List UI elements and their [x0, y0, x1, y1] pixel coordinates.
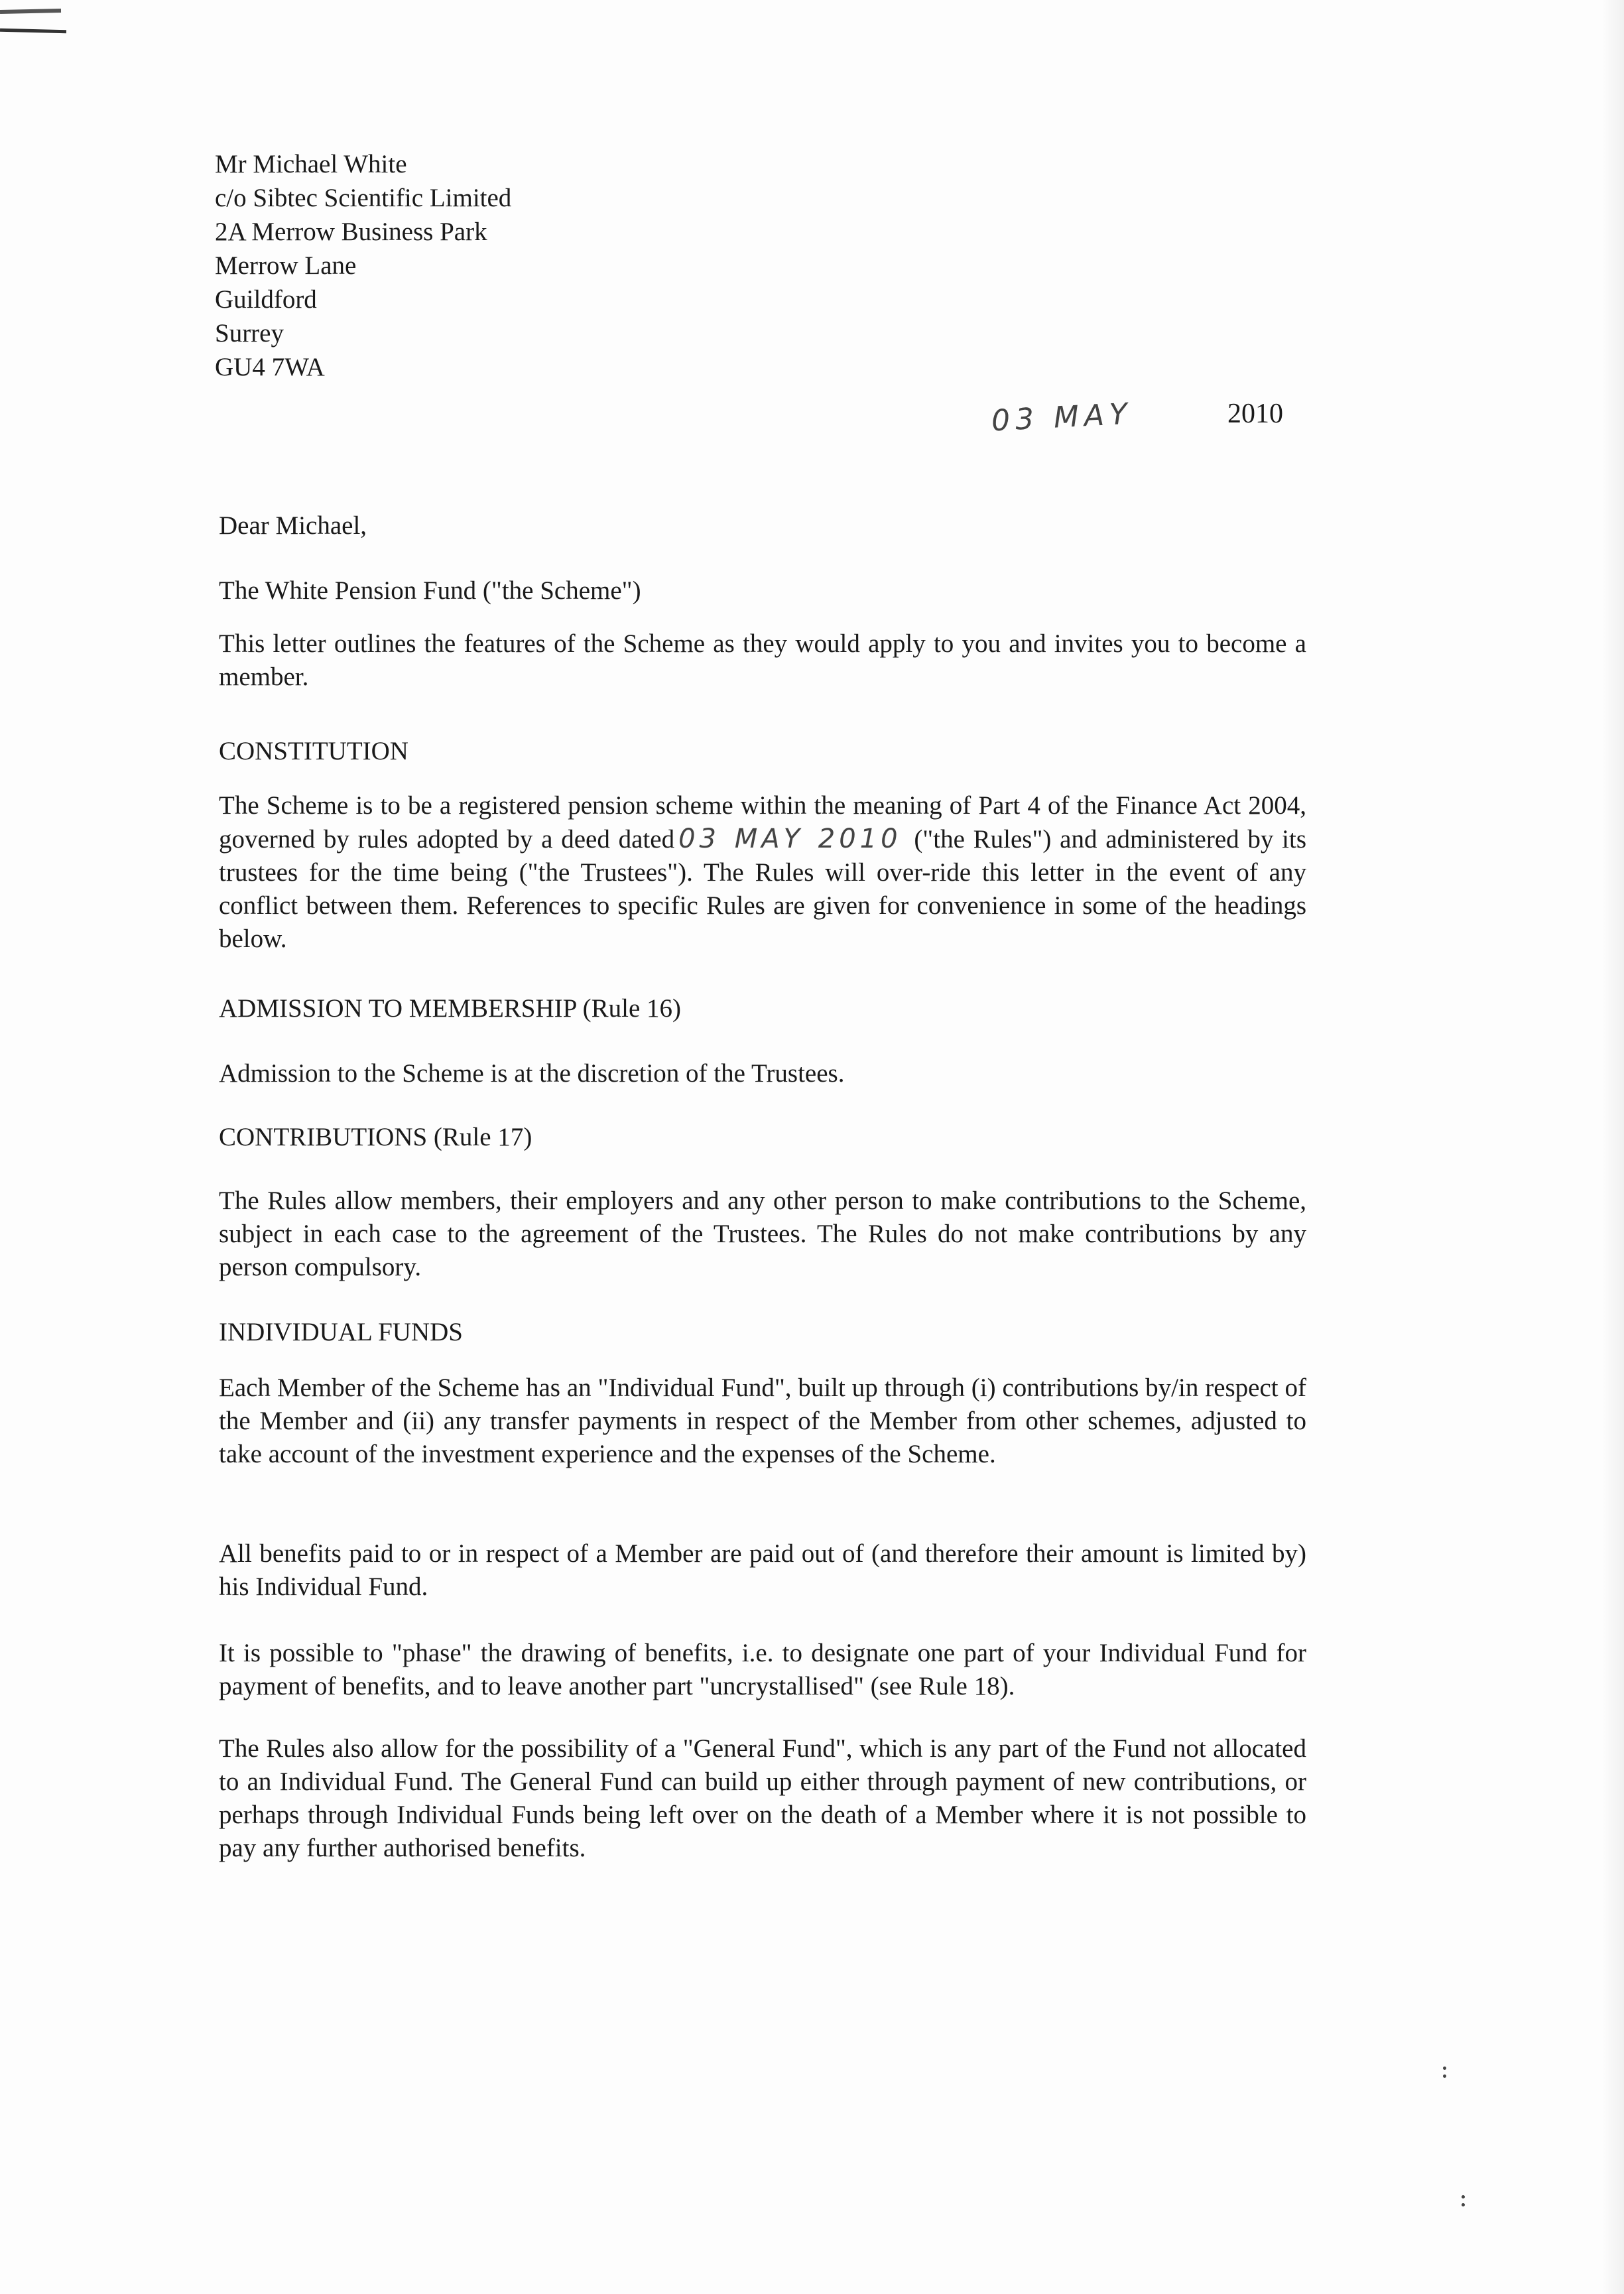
- recipient-address: [215, 147, 511, 384]
- address-line: Merrow Lane: [215, 251, 357, 280]
- individual-funds-paragraph: All benefits paid to or in respect of a Member are paid out of (and therefore their amount is limited by) his Individual Fund.: [219, 1539, 1306, 1601]
- constitution-heading: CONSTITUTION: [219, 737, 408, 765]
- subject-line: The White Pension Fund ("the Scheme"): [219, 576, 641, 605]
- address-line: c/o Sibtec Scientific Limited: [215, 184, 512, 212]
- admission-heading: ADMISSION TO MEMBERSHIP (Rule 16): [219, 994, 682, 1023]
- handwritten-deed-date: 03 MAY 2010: [678, 824, 902, 854]
- scan-edge-shadow: [1601, 0, 1624, 2294]
- salutation: Dear Michael,: [219, 511, 367, 540]
- constitution-text-after: ("the Rules") and administered by its trustees for the time being ("the Trustees"). The Rules will over-ride this letter in the event of any conflict between them. References to specific Rules are given for convenience in some of the headings below.: [219, 825, 1307, 953]
- individual-funds-paragraph: It is possible to "phase" the drawing of benefits, i.e. to designate one part of your Individual Fund for payment of benefits, and to leave another part "uncrystallised" (see Rule 18).: [219, 1639, 1306, 1700]
- individual-funds-paragraph: The Rules also allow for the possibility of a "General Fund", which is any part of the Fund not allocated to an Individual Fund. The General Fund can build up either through payment of new contributions, or perhaps through Individual Funds being left over on the death of a Member where it is not possible to pay any further authorised benefits.: [219, 1734, 1306, 1862]
- scan-speck: [1443, 2067, 1446, 2070]
- scan-speck: [1443, 2074, 1446, 2078]
- individual-funds-paragraph: Each Member of the Scheme has an "Individual Fund", built up through (i) contributions by/in respect of the Member and (ii) any transfer payments in respect of the Member from other schemes, adjusted to take account of the investment experience and the expenses of the Scheme.: [219, 1373, 1306, 1468]
- scan-speck: [1462, 2195, 1465, 2198]
- address-line: Surrey: [215, 319, 284, 348]
- scan-mark: [0, 29, 66, 34]
- scan-mark: [0, 9, 61, 14]
- letter-date: [991, 397, 1296, 436]
- date-year: 2010: [1227, 399, 1283, 429]
- address-line: Guildford: [215, 285, 317, 314]
- admission-paragraph: Admission to the Scheme is at the discretion of the Trustees.: [219, 1059, 845, 1088]
- constitution-paragraph: [219, 789, 1306, 956]
- intro-paragraph: This letter outlines the features of the Scheme as they would apply to you and invites you to become a member.: [219, 629, 1306, 691]
- address-line: GU4 7WA: [215, 353, 325, 381]
- contributions-heading: CONTRIBUTIONS (Rule 17): [219, 1123, 532, 1151]
- contributions-paragraph: The Rules allow members, their employers and any other person to make contributions to the Scheme, subject in each case to the agreement of the Trustees. The Rules do not make contributions by any person compulsory.: [219, 1186, 1306, 1281]
- constitution-text-before: The Scheme is to be a registered pension scheme within the meaning of Part 4 of the Finance Act 2004, governed by rules adopted by a deed dated: [219, 791, 1306, 854]
- address-line: 2A Merrow Business Park: [215, 218, 487, 246]
- individual-funds-heading: INDIVIDUAL FUNDS: [219, 1318, 463, 1346]
- scan-speck: [1462, 2203, 1465, 2206]
- address-line: Mr Michael White: [215, 150, 407, 178]
- handwritten-date: 03 MAY: [990, 397, 1134, 438]
